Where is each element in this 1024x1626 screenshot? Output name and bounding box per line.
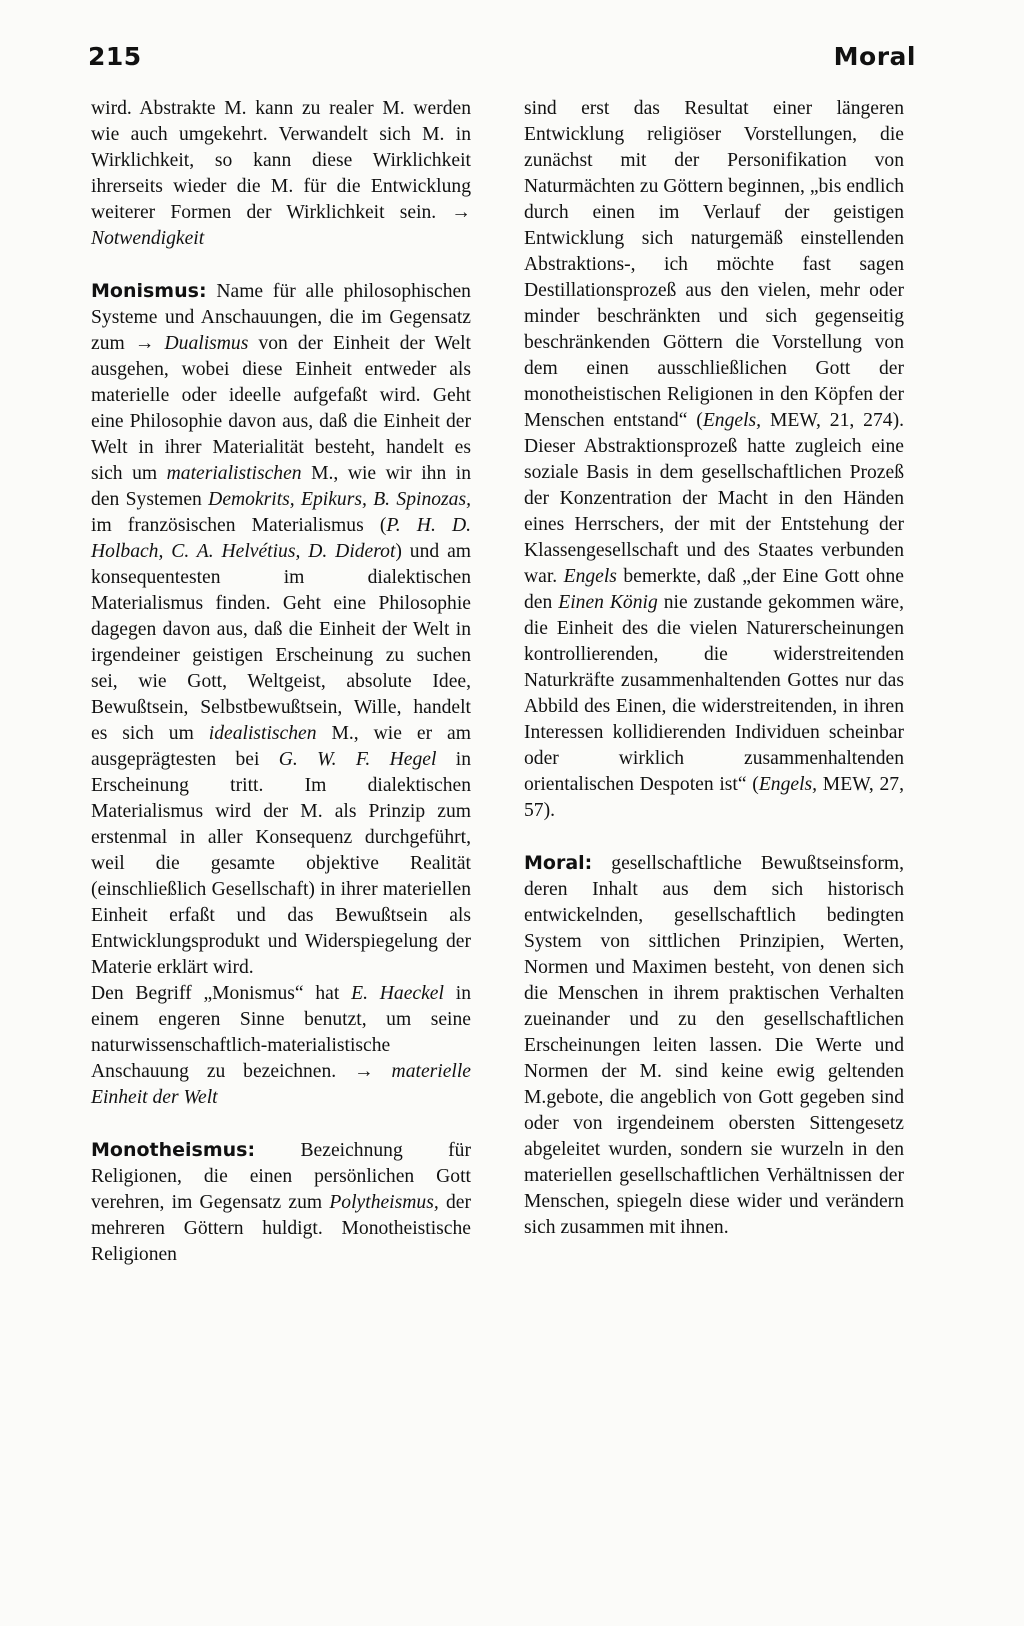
italic-names: Engels bbox=[563, 566, 617, 587]
italic-term: Einen König bbox=[558, 592, 658, 613]
entry-monismus bbox=[91, 278, 471, 981]
italic-names: Demokrits, Epikurs, B. Spinozas, bbox=[208, 489, 471, 510]
entry-text: von der Einheit der Welt ausgehen, wobei diese Einheit entweder als materielle oder ideelle aufgefaßt wird. Geht eine Philosophie davon aus, daß die Einheit der Welt in ihrer Materialität besteht, handelt es sich um bbox=[91, 333, 471, 484]
running-head: Moral bbox=[833, 42, 916, 71]
entry-monismus-paragraph-2 bbox=[91, 981, 471, 1111]
italic-term: Polytheismus, bbox=[329, 1192, 439, 1213]
entry-moral bbox=[524, 850, 904, 1241]
right-column bbox=[524, 96, 904, 1241]
entry-text: MEW, 21, 274). Dieser Abstraktionsprozeß hatte zugleich eine soziale Basis in dem gesellschaftlichen Prozeß der Konzentration der Macht in den Händen eines Herrschers, der mit der Entstehung der Klassengesellschaft und des Staates verbunden war. bbox=[524, 410, 904, 587]
entry-monotheismus bbox=[91, 1137, 471, 1268]
continuation-paragraph bbox=[524, 96, 904, 824]
entry-text: in einem engeren Sinne benutzt, um seine naturwissenschaftlich-materialistische Anschauung zu bezeichnen. bbox=[91, 983, 471, 1082]
headword-moral: Moral: bbox=[524, 852, 593, 874]
entry-text: sind erst das Resultat einer längeren Entwicklung religiöser Vorstellungen, die zunächst mit der Personifikation von Naturmächten zu Göttern beginnen, „bis endlich durch einen im Verlauf der geistigen Entwicklung sich naturgemäß einstellenden Abstraktions-, ich möchte fast sagen Destillationsprozeß aus den vielen, mehr oder minder beschränkten und sich gegenseitig beschränkenden Göttern die Vorstellung von dem einen ausschließlichen Gott der monotheistischen Religionen in den Köpfen der Menschen entstand“ ( bbox=[524, 98, 904, 431]
entry-text: der mehreren Göttern huldigt. Monotheistische Religionen bbox=[91, 1192, 471, 1265]
italic-names: P. H. D. Holbach, C. A. Helvétius, D. Diderot bbox=[91, 515, 471, 562]
cross-reference-arrow: → bbox=[354, 1061, 374, 1082]
cross-reference: Notwendigkeit bbox=[91, 228, 205, 249]
entry-text: Den Begriff „Monismus“ hat bbox=[91, 983, 340, 1004]
italic-term: idealistischen bbox=[208, 723, 317, 744]
entry-text: Name für alle philosophischen Systeme und Anschauungen, die im Gegensatz zum bbox=[91, 281, 471, 354]
entry-text: ) und am konsequentesten im dialektischen Materialismus finden. Geht eine Philosophie dagegen davon aus, daß die Einheit der Welt in irgendeiner geistigen Erscheinung zu suchen sei, wie Gott, Weltgeist, absolute Idee, Bewußtsein, Selbstbewußtsein, Wille, handelt es sich um bbox=[91, 541, 472, 744]
italic-names: Engels, bbox=[758, 774, 818, 795]
italic-names: Engels, bbox=[702, 410, 762, 431]
entry-text: M., wie wir ihn in den Systemen bbox=[91, 463, 472, 510]
entry-text: im französischen Materialismus ( bbox=[91, 515, 387, 536]
entry-text: M., wie er am ausgeprägtesten bei bbox=[91, 723, 471, 770]
entry-text: Bezeichnung für Religionen, die einen persönlichen Gott verehren, im Gegensatz zum bbox=[91, 1140, 471, 1213]
italic-names: E. Haeckel bbox=[351, 983, 444, 1004]
entry-text: nie zustande gekommen wäre, die Einheit des die vielen Naturerscheinungen kontrollierenden, die widerstreitenden Naturkräfte zusammenhaltenden Gottes nur das Abbild des Einen, die widerstreitenden, in ihren Interessen kollidierenden Individuen scheinbar oder wirklich zusammenhaltenden orientalischen Despoten ist“ ( bbox=[524, 592, 904, 795]
entry-text: bemerkte, daß „der Eine Gott ohne den bbox=[524, 566, 904, 613]
italic-term: materialistischen bbox=[166, 463, 302, 484]
cross-reference-arrow: → bbox=[451, 202, 471, 223]
page-number: 215 bbox=[88, 42, 142, 71]
cross-reference: materielle Einheit der Welt bbox=[91, 1061, 471, 1108]
entry-text: in Erscheinung tritt. Im dialektischen Materialismus wird der M. als Prinzip zum erstenmal in aller Konsequenz durchgeführt, weil die gesamte objektive Realität (einschließlich Gesellschaft) in ihrer materiellen Einheit erfaßt und das Bewußtsein als Entwicklungsprodukt und Widerspiegelung der Materie erklärt wird. bbox=[91, 749, 471, 978]
continuation-paragraph bbox=[91, 96, 471, 252]
continuation-text: wird. Abstrakte M. kann zu realer M. werden wie auch umgekehrt. Verwandelt sich M. in Wirklichkeit, so kann diese Wirklichkeit ihrerseits wieder die M. für die Entwicklung weiterer Formen der Wirklichkeit sein. bbox=[91, 98, 471, 223]
entry-text: MEW, 27, 57). bbox=[524, 774, 904, 821]
cross-reference-arrow: → bbox=[134, 333, 155, 354]
italic-names: G. W. F. Hegel bbox=[278, 749, 437, 770]
headword-monismus: Monismus: bbox=[91, 280, 207, 302]
headword-monotheismus: Monotheismus: bbox=[91, 1139, 256, 1161]
cross-reference: Dualismus bbox=[164, 333, 249, 354]
left-column bbox=[91, 96, 471, 1268]
entry-text: gesellschaftliche Bewußtseinsform, deren Inhalt aus dem sich historisch entwickelnden, gesellschaftlich bedingten System von sittlichen Prinzipien, Werten, Normen und Maximen besteht, von denen sich die Menschen in ihrem praktischen Verhalten zueinander und zu den gesellschaftlichen Erscheinungen leiten lassen. Die Werte und Normen der M. sind keine ewig geltenden M.gebote, die angeblich von Gott gegeben sind oder von irgendeinem obersten Sittengesetz abgeleitet wurden, sondern sie wurzeln in den materiellen gesellschaftlichen Verhältnissen der Menschen, spiegeln diese wider und verändern sich zusammen mit ihnen. bbox=[524, 853, 904, 1238]
